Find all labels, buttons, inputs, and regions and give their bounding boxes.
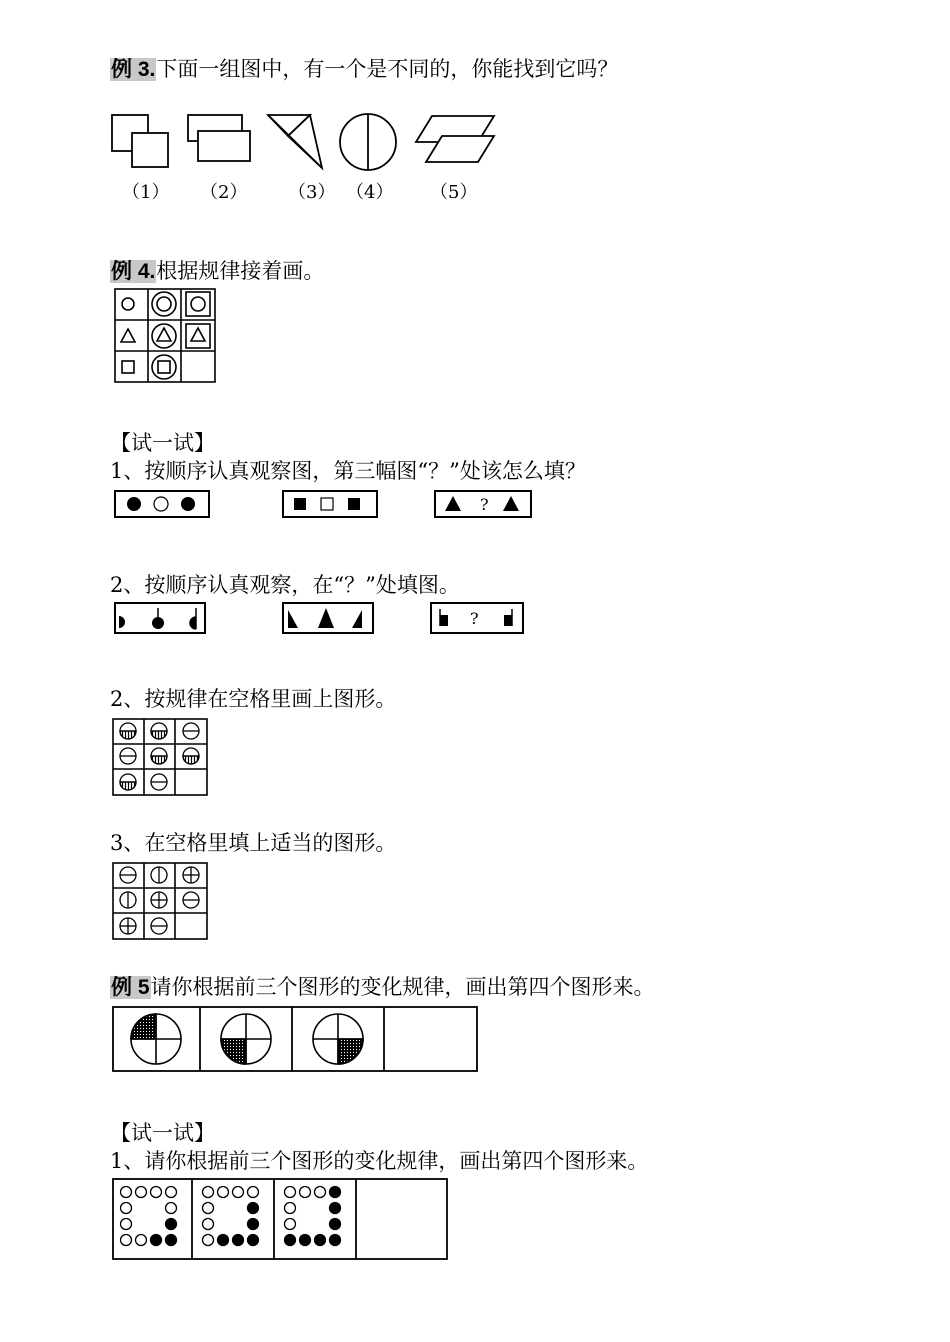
example3-figures [110, 110, 500, 172]
example3-caption-4: （4） [346, 182, 394, 203]
try1-q3: 2、按规律在空格里画上图形。 [110, 687, 397, 711]
example5-text: 请你根据前三个图形的变化规律，画出第四个图形来。 [150, 975, 655, 999]
try1-q2-box-3 [430, 602, 526, 636]
try1-q2-box-1 [114, 602, 208, 636]
example5-strip [112, 1006, 480, 1074]
try1-q1: 1、按顺序认真观察图，第三幅图“？”处该怎么填？ [110, 459, 586, 483]
try1-q1-question-mark: ? [480, 495, 489, 514]
example3-text: 下面一组图中，有一个是不同的，你能找到它吗？ [156, 57, 619, 81]
try1-q3-grid [112, 718, 210, 798]
example3-label: 例 3. [111, 58, 156, 81]
try1-q4: 3、在空格里填上适当的图形。 [110, 831, 397, 855]
try1-q2: 2、按顺序认真观察，在“？”处填图。 [110, 573, 460, 597]
example5-title [110, 974, 655, 1001]
try1-q1-box-3 [434, 490, 534, 520]
try1-heading: 【试一试】 [110, 431, 215, 455]
example3-caption-5: （5） [430, 182, 478, 203]
try1-q2-question-mark: ? [470, 609, 479, 628]
try1-q1-box-1 [114, 490, 212, 520]
example3-caption-3: （3） [288, 182, 336, 203]
example4-title [110, 258, 324, 285]
example3-caption-1: （1） [122, 182, 170, 203]
try1-q2-box-2 [282, 602, 376, 636]
example3-title [110, 56, 618, 83]
example4-text: 根据规律接着画。 [156, 259, 325, 283]
try2-strip [112, 1178, 452, 1262]
try2-q1: 1、请你根据前三个图形的变化规律，画出第四个图形来。 [110, 1149, 649, 1173]
try2-heading: 【试一试】 [110, 1121, 215, 1145]
example4-label: 例 4. [111, 260, 156, 283]
try1-q1-box-2 [282, 490, 380, 520]
example5-label: 例 5 [111, 976, 150, 999]
example4-grid [114, 288, 218, 384]
try1-q4-grid [112, 862, 210, 942]
example3-caption-2: （2） [200, 182, 248, 203]
